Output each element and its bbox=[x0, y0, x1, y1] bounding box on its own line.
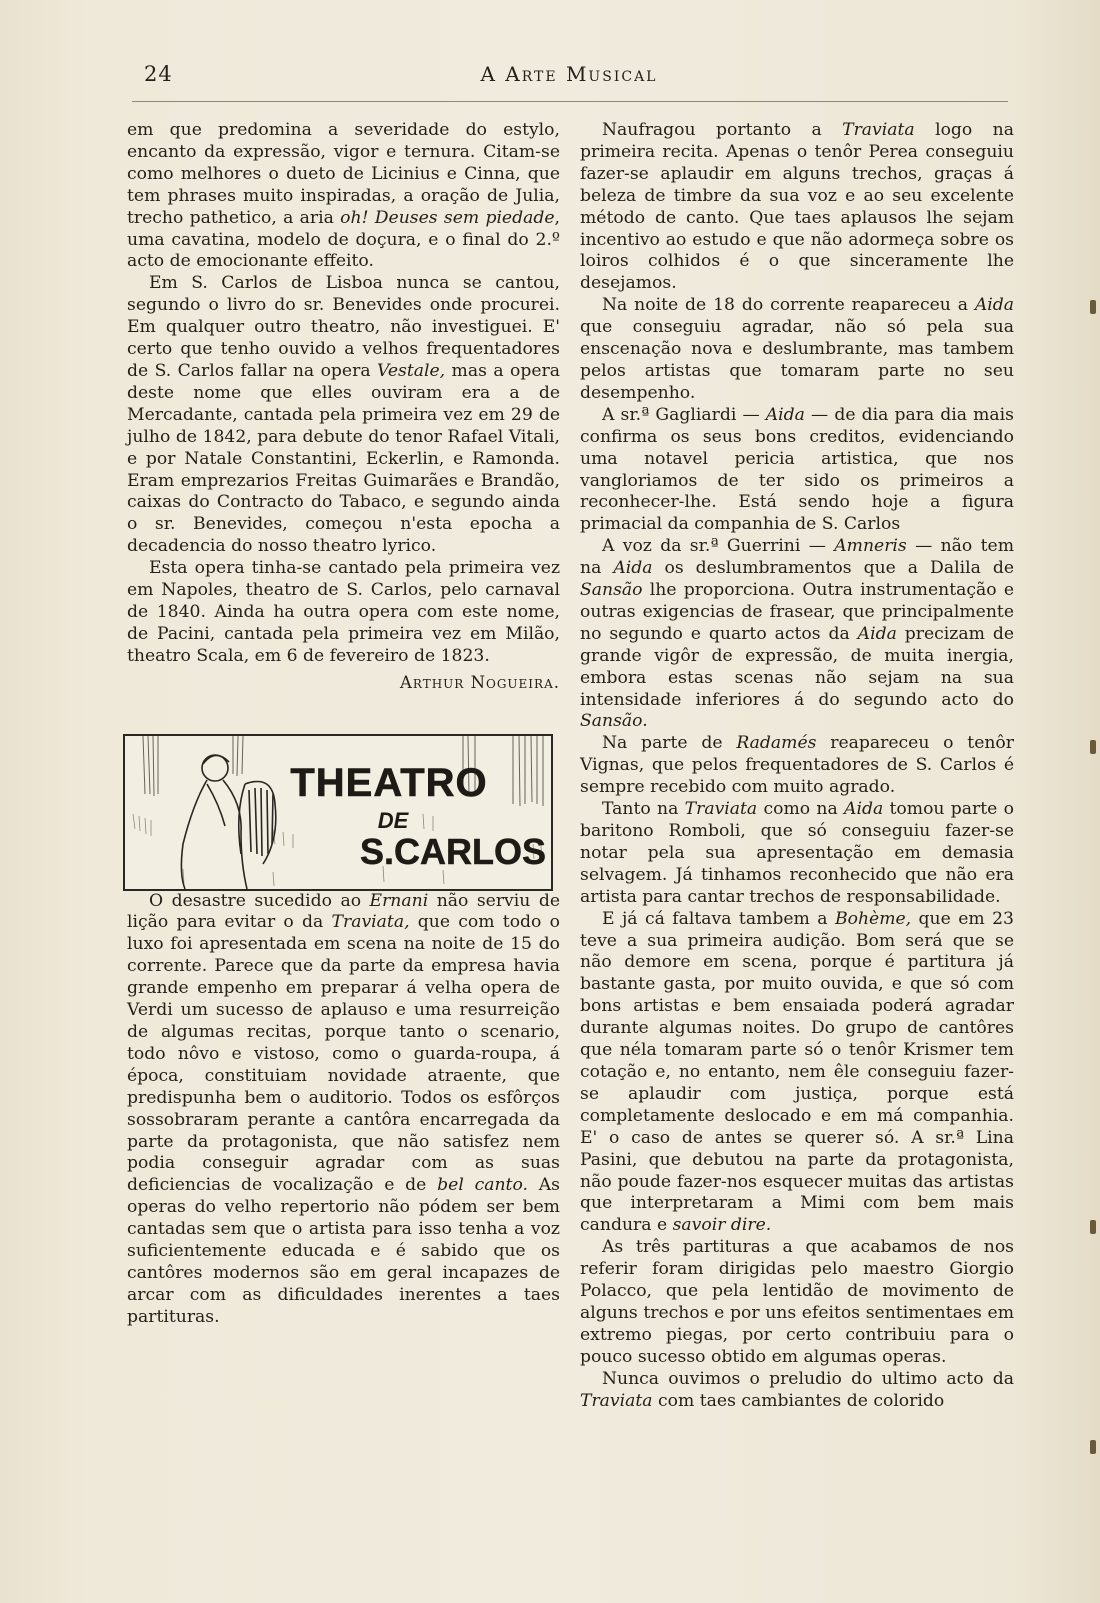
left-column bbox=[127, 120, 560, 1329]
left-paragraph-1 bbox=[127, 120, 560, 273]
italic-title: Aida bbox=[857, 623, 897, 644]
binding-mark bbox=[1090, 740, 1096, 754]
banner-title-line3: S.CARLOS bbox=[359, 830, 547, 872]
italic-title: Ernani bbox=[369, 890, 429, 911]
italic-title: Traviata bbox=[580, 1390, 653, 1411]
italic-title: Sansão. bbox=[580, 711, 648, 732]
text-run: As operas do velho repertorio não pódem ser bem cantadas sem que o artista para isso tenha a voz suficientemente educada e é sabido que os cantôres modernos são em geral incapazes de arcar com as dificuldades inerentes a taes partituras. bbox=[127, 1175, 560, 1327]
right-paragraph-1 bbox=[580, 120, 1014, 295]
text-run: que conseguiu agradar, não só pela sua enscenação nova e deslumbrante, mas tambem pelos artistas que tomaram parte no seu desempenho. bbox=[580, 317, 1014, 403]
page-number: 24 bbox=[144, 62, 173, 86]
italic-term: bel canto. bbox=[437, 1175, 528, 1196]
author-signature: Arthur Nogueira. bbox=[399, 672, 560, 692]
right-paragraph-8: As três partituras a que acabamos de nos referir foram dirigidas pelo maestro Giorgio Polacco, que pela lentidão de movimento de alguns trechos e por uns efeitos sentimentaes em extremo piegas, por certo contribuiu para o pouco sucesso obtido em algumas operas. bbox=[580, 1237, 1014, 1367]
italic-title: Traviata, bbox=[331, 912, 410, 933]
text-run: — de dia para dia mais confirma os seus bons creditos, evidenciando uma notavel pericia artistica, que nos vangloriamos de ter sido os primeiros a reconhecer-lhe. Está sendo hoje a figura primacial da companhia de S. Carlos bbox=[580, 404, 1014, 535]
right-paragraph-5 bbox=[580, 733, 1014, 799]
right-paragraph-6 bbox=[580, 799, 1014, 909]
text-run: A voz da sr.ª Guerrini — bbox=[602, 536, 835, 557]
italic-title: oh! Deuses sem piedade bbox=[340, 207, 555, 228]
text-run: com taes cambiantes de colorido bbox=[652, 1390, 945, 1411]
text-run: precizam de grande vigôr de expressão, de muita inergia, embora estas scenas não sejam na sua intensidade inferiores á do segundo acto do bbox=[580, 623, 1014, 710]
text-run: que com todo o luxo foi apresentada em scena na noite de 15 do corrente. Parece que da parte da empresa havia grande empenho em preparar á velha opera de Verdi um sucesso de aplauso e uma resurreição de algumas recitas, porque tanto o scenario, todo nôvo e vistoso, como o guarda-roupa, á época, constituiam novidade atraente, que predispunha bem o auditorio. Todos os esfôrços sossobraram perante a cantôra encarregada da parte da protagonista, que não satisfez nem podia conseguir agradar com as suas deficiencias de vocalização e de bbox=[127, 912, 560, 1196]
text-run: Tanto na bbox=[602, 799, 685, 820]
text-run: O desastre sucedido ao bbox=[149, 890, 370, 911]
text-run: Em S. Carlos de Lisboa nunca se cantou, segundo o livro do sr. Benevides onde procurei. Em qualquer outro theatro, não investiguei. E' certo que tenho ouvido a velhos frequentadores de S. Carlos fallar na opera bbox=[127, 273, 560, 381]
right-paragraph-7 bbox=[580, 909, 1014, 1238]
journal-title: A Arte Musical bbox=[480, 62, 658, 86]
text-run: que em 23 teve a sua primeira audição. Bom será que se não demore em scena, porque é partitura já bastante gasta, por muito ouvida, e que só com bons artistas e bem ensaiada poderá agradar durante algumas noites. Do grupo de cantôres que néla tomaram parte só o tenôr Krismer tem cotação e, no entanto, nem êle conseguiu fazer-se aplaudir com justiça, porque está completamente deslocado e em má companhia. E' o caso de antes se querer só. A sr.ª Lina Pasini, que debutou na parte da protagonista, não poude fazer-nos esquecer muitas das artistas que interpretaram a Mimi com bem mais candura e bbox=[580, 908, 1014, 1236]
text-run: — não tem na bbox=[580, 536, 1014, 579]
binding-mark bbox=[1090, 1440, 1096, 1454]
running-head bbox=[128, 58, 1010, 92]
right-paragraph-9 bbox=[580, 1369, 1014, 1413]
banner-illustration bbox=[123, 734, 553, 891]
right-column bbox=[580, 120, 1014, 1412]
text-run: como na bbox=[757, 799, 845, 820]
binding-mark bbox=[1090, 1220, 1096, 1234]
italic-term: savoir dire. bbox=[672, 1215, 772, 1236]
italic-title: Aida bbox=[765, 404, 805, 425]
italic-title: Traviata bbox=[842, 120, 915, 140]
text-run: logo na primeira recita. Apenas o tenôr Perea conseguiu fazer-se aplaudir em alguns trechos, graças á beleza de timbre da sua voz e ao seu excelente método de canto. Que taes aplausos lhe sejam incentivo ao estudo e que não adormeça sobre os loiros colhidos é o que sinceramente lhe desejamos. bbox=[580, 120, 1014, 294]
italic-title: Aida bbox=[613, 558, 653, 579]
text-run: A sr.ª Gagliardi — bbox=[602, 404, 766, 425]
theatro-de-s-carlos-banner bbox=[123, 734, 553, 891]
italic-title: Radamés bbox=[736, 733, 817, 754]
text-run: Na noite de 18 do corrente reapareceu a bbox=[602, 295, 975, 316]
banner-title-line2: DE bbox=[377, 807, 409, 833]
italic-title: Aida bbox=[974, 295, 1014, 316]
italic-title: Bohème, bbox=[834, 908, 912, 929]
text-run: Naufragou portanto a bbox=[602, 120, 843, 140]
text-run: reapareceu o tenôr Vignas, que pelos frequentadores de S. Carlos é sempre recebido com muito agrado. bbox=[580, 733, 1014, 798]
banner-title-line1: THEATRO bbox=[290, 760, 488, 805]
right-paragraph-4 bbox=[580, 536, 1014, 733]
italic-title: Traviata bbox=[684, 799, 758, 820]
text-run: , uma cavatina, modelo de doçura, e o final do 2.º acto de emocionante effeito. bbox=[127, 207, 561, 272]
text-run: os deslumbramentos que a Dalila de bbox=[652, 558, 1014, 579]
text-run: em que predomina a severidade do estylo, encanto da expressão, vigor e ternura. Citam-se como melhores o dueto de Licinius e Cinna, que tem phrases muito inspiradas, a oração de Julia, trecho pathetico, a aria bbox=[127, 120, 560, 228]
left-paragraph-2 bbox=[127, 273, 560, 558]
text-run: Nunca ouvimos o preludio do ultimo acto da bbox=[602, 1368, 1014, 1389]
text-run: mas a opera deste nome que elles ouviram era a de Mercadante, cantada pela primeira vez em 29 de julho de 1842, para debute do tenor Rafael Vitali, e por Natale Constantini, Eckerlin, e Ramonda. Eram emprezarios Freitas Guimarães e Brandão, caixas do Contracto do Tabaco, e segundo ainda o sr. Benevides, começou n'esta epocha a decadencia do nosso theatro lyrico. bbox=[127, 360, 560, 557]
header-rule bbox=[132, 101, 1008, 102]
left-paragraph-3: Esta opera tinha-se cantado pela primeira vez em Napoles, theatro de S. Carlos, pelo carnaval de 1840. Ainda ha outra opera com este nome, de Pacini, cantada pela primeira vez em Milão, theatro Scala, em 6 de fevereiro de 1823. bbox=[127, 558, 560, 666]
right-paragraph-2 bbox=[580, 295, 1014, 405]
text-run: tomou parte o baritono Romboli, que só conseguiu fazer-se notar pela sua apresentação em demasia selvagem. Já tinhamos reconhecido que não era artista para cantar trechos de responsabilidade. bbox=[580, 799, 1014, 907]
left-paragraph-4 bbox=[127, 891, 560, 1329]
text-run: lhe proporciona. Outra instrumentação e outras exigencias de frasear, que principalmente no segundo e quarto actos da bbox=[580, 580, 1014, 644]
italic-title: Amneris bbox=[834, 536, 907, 557]
right-paragraph-3 bbox=[580, 405, 1014, 536]
italic-title: Aida bbox=[844, 799, 884, 820]
text-run: E já cá faltava tambem a bbox=[602, 908, 835, 929]
text-run: não serviu de lição para evitar o da bbox=[127, 890, 560, 933]
italic-title: Vestale, bbox=[377, 360, 446, 381]
text-run: Na parte de bbox=[602, 733, 737, 754]
italic-title: Sansão bbox=[580, 580, 643, 601]
binding-mark bbox=[1090, 300, 1096, 314]
